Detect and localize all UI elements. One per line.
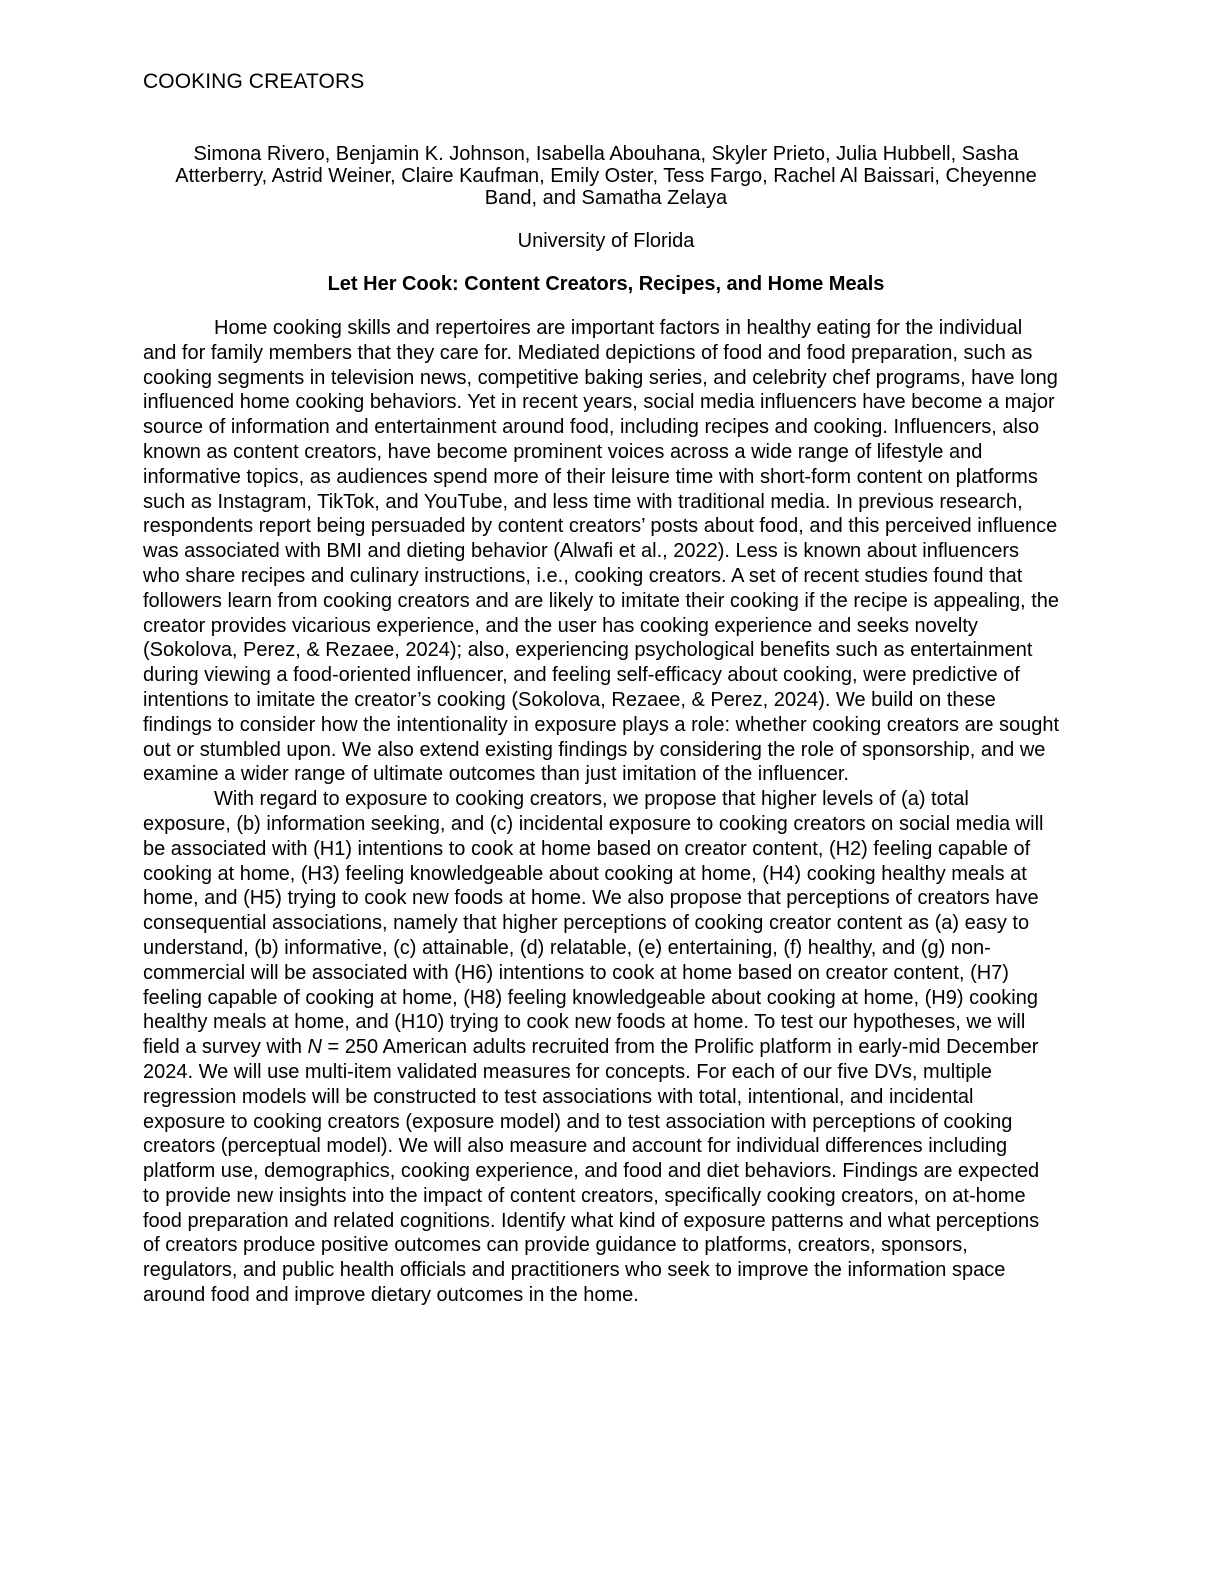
text-line: understand, (b) informative, (c) attainable, (d) relatable, (e) entertaining, (f) healthy, and (g) non- <box>143 936 991 959</box>
abstract-body <box>143 316 1073 1308</box>
text-line: out or stumbled upon. We also extend existing findings by considering the role of sponsorship, and we <box>143 738 1046 761</box>
text-line: of creators produce positive outcomes can provide guidance to platforms, creators, sponsors, <box>143 1234 968 1257</box>
text-line: followers learn from cooking creators and are likely to imitate their cooking if the recipe is appealing, the <box>143 589 1060 612</box>
text-line: regression models will be constructed to test associations with total, intentional, and incidental <box>143 1085 974 1108</box>
text-line: cooking segments in television news, competitive baking series, and celebrity chef programs, have long <box>143 366 1058 389</box>
text-line: intentions to imitate the creator’s cooking (Sokolova, Rezaee, & Perez, 2024). We build on these <box>143 688 996 711</box>
paper-title: Let Her Cook: Content Creators, Recipes, and Home Meals <box>327 273 885 295</box>
text-line: With regard to exposure to cooking creators, we propose that higher levels of (a) total <box>214 788 969 811</box>
text-line: cooking at home, (H3) feeling knowledgeable about cooking at home, (H4) cooking healthy meals at <box>143 862 1027 885</box>
text-line: feeling capable of cooking at home, (H8) feeling knowledgeable about cooking at home, (H9) cooking <box>143 986 1038 1009</box>
text-line: creator provides vicarious experience, and the user has cooking experience and seeks novelty <box>143 614 978 637</box>
text-line: Home cooking skills and repertoires are important factors in healthy eating for the individual <box>214 317 1023 339</box>
text-line: food preparation and related cognitions. Identify what kind of exposure patterns and what perceptions <box>143 1209 1040 1232</box>
text-line: home, and (H5) trying to cook new foods at home. We also propose that perceptions of creators have <box>143 887 1039 910</box>
text-line: exposure to cooking creators (exposure model) and to test association with perceptions of cooking <box>143 1110 1013 1133</box>
text-line: healthy meals at home, and (H10) trying to cook new foods at home. To test our hypotheses, we will <box>143 1011 1026 1034</box>
text-line: creators (perceptual model). We will also measure and account for individual differences including <box>143 1135 1008 1158</box>
author-line: Simona Rivero, Benjamin K. Johnson, Isabella Abouhana, Skyler Prieto, Julia Hubbell, Sasha <box>193 143 1019 165</box>
text-line: source of information and entertainment around food, including recipes and cooking. Influencers, also <box>143 416 1040 439</box>
text-line: informative topics, as audiences spend more of their leisure time with short-form content on platforms <box>143 465 1038 488</box>
author-list <box>143 143 1069 209</box>
text-line: to provide new insights into the impact of content creators, specifically cooking creators, on at-home <box>143 1184 1026 1207</box>
text-line: who share recipes and culinary instructions, i.e., cooking creators. A set of recent studies found that <box>143 564 1023 587</box>
text-line: findings to consider how the intentionality in exposure plays a role: whether cooking creators are sought <box>143 713 1060 736</box>
text-line: regulators, and public health officials and practitioners who seek to improve the information space <box>143 1259 1006 1282</box>
text-line: influenced home cooking behaviors. Yet in recent years, social media influencers have become a major <box>143 391 1055 414</box>
text-line: be associated with (H1) intentions to cook at home based on creator content, (H2) feeling capable of <box>143 837 1031 860</box>
survey-line-after: = 250 American adults recruited from the Prolific platform in early-mid December <box>321 1036 1039 1059</box>
text-line: was associated with BMI and dieting behavior (Alwafi et al., 2022). Less is known about influencers <box>143 540 1020 563</box>
text-line: respondents report being persuaded by content creators’ posts about food, and this perceived influence <box>143 515 1058 538</box>
text-line: examine a wider range of ultimate outcomes than just imitation of the influencer. <box>143 763 849 786</box>
author-line: Atterberry, Astrid Weiner, Claire Kaufman, Emily Oster, Tess Fargo, Rachel Al Baissari, Cheyenne <box>175 165 1037 187</box>
text-line: and for family members that they care for. Mediated depictions of food and food preparation, such as <box>143 341 1033 364</box>
survey-line-before: field a survey with <box>143 1036 308 1059</box>
running-head: COOKING CREATORS <box>143 70 365 93</box>
affiliation: University of Florida <box>517 230 695 252</box>
paragraph-2 <box>143 787 1073 1308</box>
text-line: consequential associations, namely that higher perceptions of cooking creator content as (a) easy to <box>143 912 1030 935</box>
text-line: such as Instagram, TikTok, and YouTube, and less time with traditional media. In previous research, <box>143 490 1023 513</box>
text-line: platform use, demographics, cooking experience, and food and diet behaviors. Findings are expected <box>143 1160 1040 1183</box>
text-line: known as content creators, have become prominent voices across a wide range of lifestyle and <box>143 440 983 463</box>
text-line: 2024. We will use multi-item validated measures for concepts. For each of our five DVs, multiple <box>143 1060 992 1083</box>
text-line: commercial will be associated with (H6) intentions to cook at home based on creator content, (H7) <box>143 961 1009 984</box>
paragraph-1 <box>143 316 1073 787</box>
text-line: during viewing a food-oriented influencer, and feeling self-efficacy about cooking, were predictive of <box>143 664 1020 687</box>
sample-size-symbol: N <box>307 1036 322 1059</box>
text-line: around food and improve dietary outcomes in the home. <box>143 1284 639 1307</box>
survey-line <box>143 1035 1073 1060</box>
text-line: (Sokolova, Perez, & Rezaee, 2024); also, experiencing psychological benefits such as entertainment <box>143 639 1033 662</box>
author-line: Band, and Samatha Zelaya <box>484 187 728 209</box>
text-line: exposure, (b) information seeking, and (c) incidental exposure to cooking creators on social media will <box>143 812 1044 835</box>
